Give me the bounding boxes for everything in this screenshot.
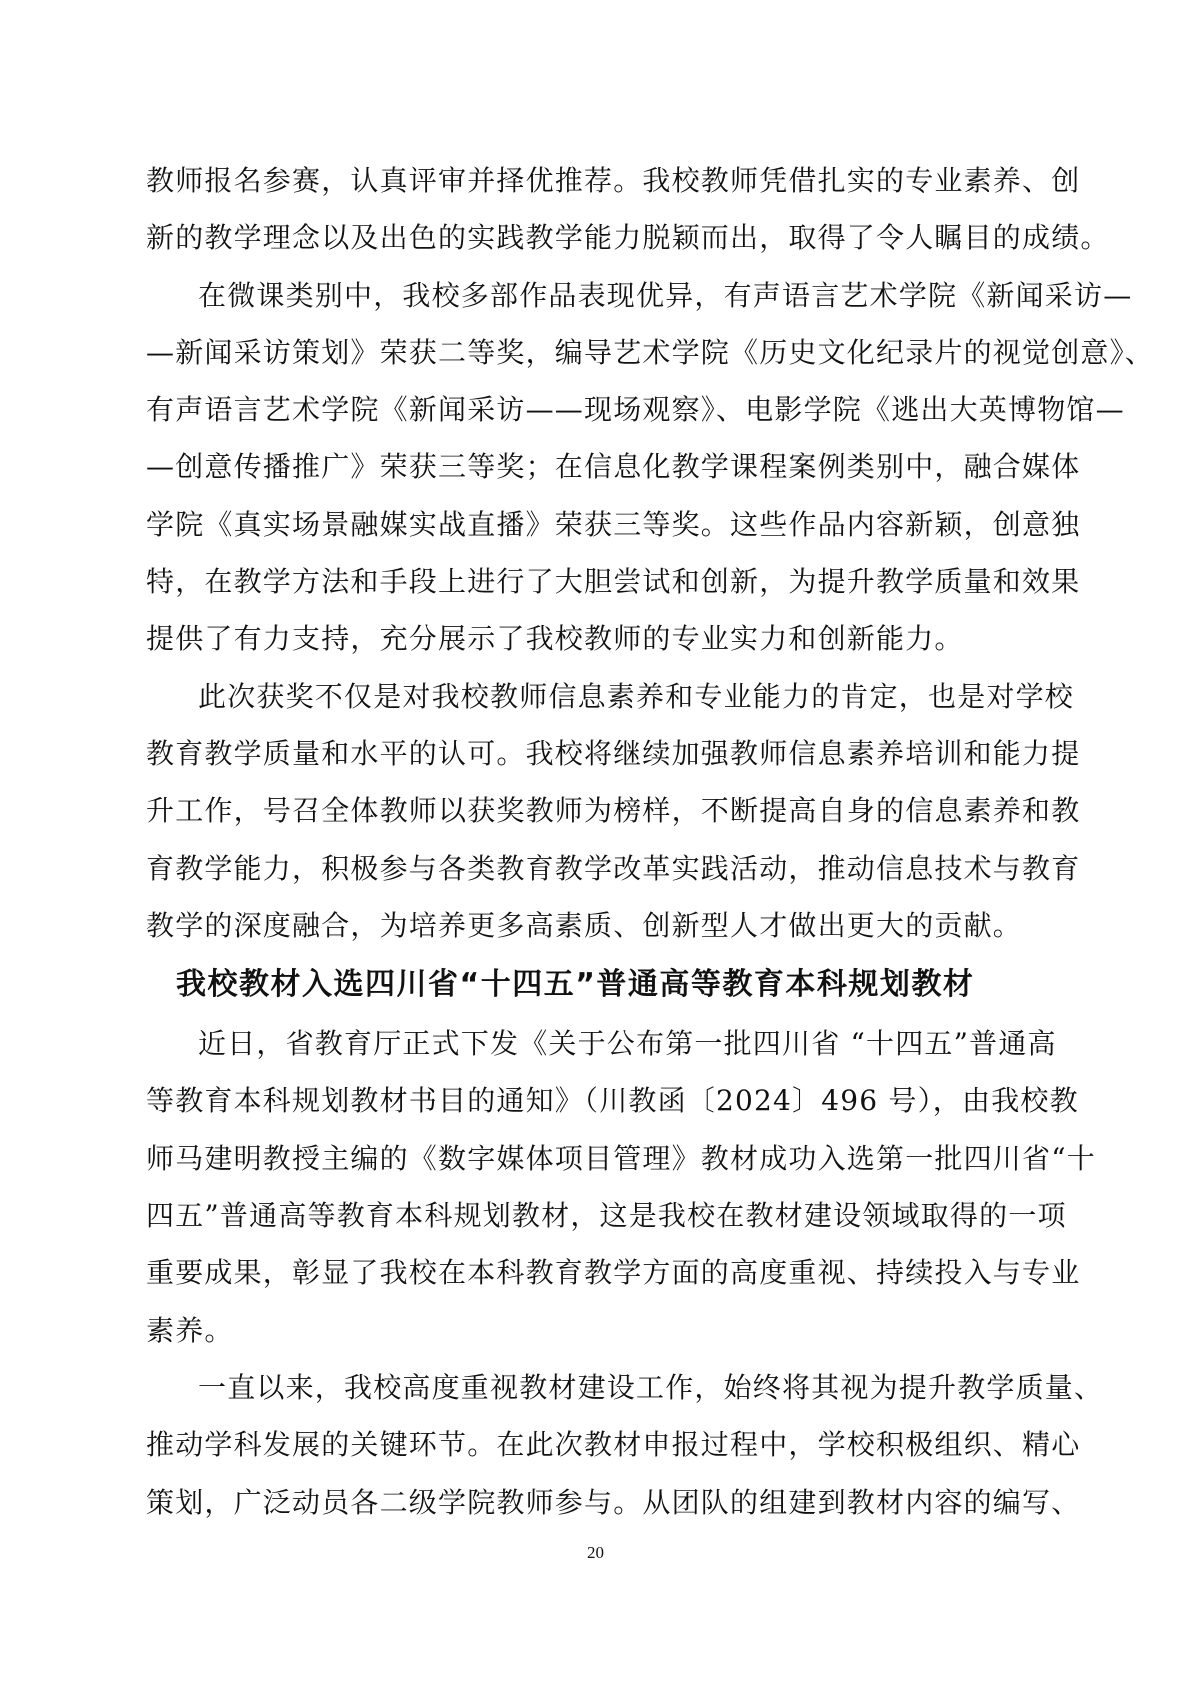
text-line: 重要成果，彰显了我校在本科教育教学方面的高度重视、持续投入与专业 <box>146 1256 1081 1290</box>
text-line: 推动学科发展的关键环节。在此次教材申报过程中，学校积极组织、精心 <box>146 1428 1081 1462</box>
section-heading: 我校教材入选四川省“十四五”普通高等教育本科规划教材 <box>176 967 975 1003</box>
text-line: 提供了有力支持，充分展示了我校教师的专业实力和创新能力。 <box>146 622 964 656</box>
text-line: 特，在教学方法和手段上进行了大胆尝试和创新，为提升教学质量和效果 <box>146 565 1081 599</box>
page-number: 20 <box>587 1543 604 1562</box>
text-line: 师马建明教授主编的《数字媒体项目管理》教材成功入选第一批四川省“十 <box>146 1141 1096 1175</box>
text-line: 在微课类别中，我校多部作品表现优异，有声语言艺术学院《新闻采访— <box>198 278 1133 312</box>
text-line: 近日，省教育厅正式下发《关于公布第一批四川省 “十四五”普通高 <box>198 1027 1057 1061</box>
text-line: —新闻采访策划》荣获二等奖，编导艺术学院《历史文化纪录片的视觉创意》、 <box>146 335 1155 369</box>
paragraph <box>146 1015 1096 1359</box>
text-line: 教师报名参赛，认真评审并择优推荐。我校教师凭借扎实的专业素养、创 <box>146 164 1081 197</box>
text-line: 一直以来，我校高度重视教材建设工作，始终将其视为提升教学质量、 <box>198 1370 1104 1404</box>
text-line: 升工作，号召全体教师以获奖教师为榜样，不断提高自身的信息素养和教 <box>146 794 1081 828</box>
text-line: 有声语言艺术学院《新闻采访——现场观察》、电影学院《逃出大英博物馆— <box>146 393 1125 427</box>
text-line: 教学的深度融合，为培养更多高素质、创新型人才做出更大的贡献。 <box>146 908 1023 942</box>
section-before-heading <box>146 152 1155 954</box>
paragraph <box>146 1359 1104 1531</box>
text-line: 素养。 <box>146 1313 234 1347</box>
text-line: 新的教学理念以及出色的实践教学能力脱颖而出，取得了令人瞩目的成绩。 <box>146 221 1110 255</box>
paragraph <box>146 668 1081 954</box>
text-line: 此次获奖不仅是对我校教师信息素养和专业能力的肯定，也是对学校 <box>198 679 1075 713</box>
text-line: 教育教学质量和水平的认可。我校将继续加强教师信息素养培训和能力提 <box>146 736 1081 770</box>
text-line: 策划，广泛动员各二级学院教师参与。从团队的组建到教材内容的编写、 <box>146 1485 1081 1519</box>
document-body <box>146 152 1155 1531</box>
text-line: 育教学能力，积极参与各类教育教学改革实践活动，推动信息技术与教育 <box>146 851 1081 885</box>
text-line: —创意传播推广》荣获三等奖；在信息化教学课程案例类别中，融合媒体 <box>146 450 1081 484</box>
text-line: 等教育本科规划教材书目的通知》（川教函〔2024〕496 号），由我校教 <box>146 1084 1079 1118</box>
paragraph <box>146 267 1155 668</box>
text-line: 学院《真实场景融媒实战直播》荣获三等奖。这些作品内容新颖，创意独 <box>146 507 1081 541</box>
paragraph <box>146 152 1110 267</box>
text-line: 四五”普通高等教育本科规划教材，这是我校在教材建设领域取得的一项 <box>146 1199 1067 1233</box>
section-after-heading <box>146 1015 1104 1531</box>
